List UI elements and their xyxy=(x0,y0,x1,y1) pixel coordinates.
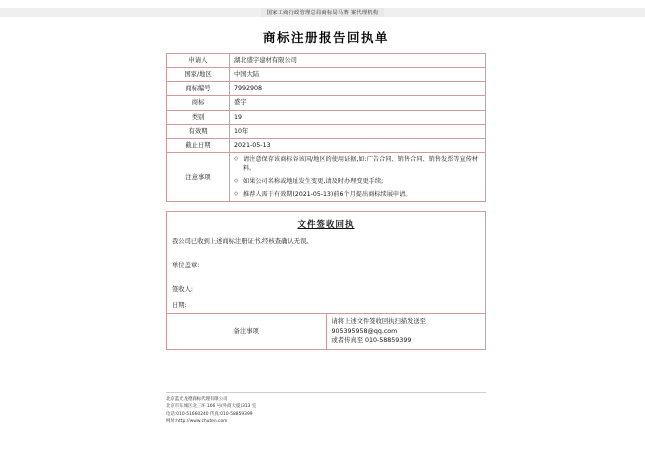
row-value-deadline: 2021-05-13 xyxy=(230,138,486,152)
row-value-country: 中国大陆 xyxy=(230,68,486,82)
row-label-applicant: 申请人 xyxy=(167,54,230,68)
table-row xyxy=(167,96,486,110)
page-title: 商标注册报告回执单 xyxy=(262,30,389,45)
signer-field: 签收人: xyxy=(172,285,194,293)
row-label-validity: 有效期 xyxy=(167,124,230,138)
receipt-title: 文件签收回执 xyxy=(297,220,355,231)
remark-line-fax: 或者传真至 010-58859399 xyxy=(331,337,412,345)
receipt-cell xyxy=(167,212,486,314)
table-row xyxy=(167,54,486,68)
row-label-deadline: 截止日期 xyxy=(167,138,230,152)
list-item: ◇ 推荐人需于有效期(2021-05-13)前6个月提出商标续展申请。 xyxy=(234,190,481,200)
footer-address: 北京市东城区北三环 166 号(外商大厦)313 室 xyxy=(166,404,257,410)
row-value-validity: 10年 xyxy=(230,124,486,138)
top-banner xyxy=(0,8,645,17)
footer-company: 北京蓝光龙德商标代理有限公司 xyxy=(166,397,228,402)
receipt-body-text: 我公司已收到上述商标注册证书,经核查确认无误。 xyxy=(172,238,313,246)
footer-phone: 电话:010-51660240 传真:010-58859399 xyxy=(166,411,253,417)
date-field: 日期: xyxy=(172,302,187,309)
table-row xyxy=(167,124,486,138)
row-value-trademark: 盛宇 xyxy=(230,96,486,110)
table-row xyxy=(167,110,486,124)
table-row xyxy=(167,82,486,96)
footer-divider xyxy=(166,392,486,393)
list-item: ◇ 如果公司名称或地址发生变更,请及时办理变更手续; xyxy=(234,177,481,187)
remark-label: 备注事项 xyxy=(167,314,327,349)
remark-row xyxy=(167,314,486,349)
row-value-applicant: 湖北盛宇建材有限公司 xyxy=(230,54,486,68)
row-label-trademark: 商标 xyxy=(167,96,230,110)
receipt-table xyxy=(166,211,486,349)
company-seal-field: 单位盖章: xyxy=(172,262,200,270)
row-value-trademark-no: 7992908 xyxy=(230,82,486,96)
table-row-notes xyxy=(167,152,486,201)
notes-list xyxy=(234,155,481,199)
remark-line-email: 请将上述文件签收回执扫描发送至 905395958@qq.com xyxy=(331,318,426,335)
receipt-body-row xyxy=(167,212,486,314)
row-value-notes xyxy=(230,152,486,201)
row-label-notes: 注意事项 xyxy=(167,152,230,201)
table-row xyxy=(167,68,486,82)
certificate-document xyxy=(166,24,486,350)
top-banner-text: 国家工商行政管理总局商标局马赛 案代理机构 xyxy=(261,8,385,17)
footer-website: 网址:http://www.chuten.com xyxy=(166,418,228,424)
row-label-trademark-no: 商标编号 xyxy=(167,82,230,96)
info-table xyxy=(166,53,486,202)
footer xyxy=(166,396,496,425)
row-label-country: 国家/地区 xyxy=(167,68,230,82)
row-value-class: 19 xyxy=(230,110,486,124)
list-item: ◇ 请注意保存该商标谷该国/地区的使用证据,如:广告合同、销售合同、销售发票等宣传材料。 xyxy=(234,155,481,174)
table-row xyxy=(167,138,486,152)
remark-body xyxy=(326,314,486,349)
row-label-class: 类别 xyxy=(167,110,230,124)
receipt-section xyxy=(166,211,486,349)
